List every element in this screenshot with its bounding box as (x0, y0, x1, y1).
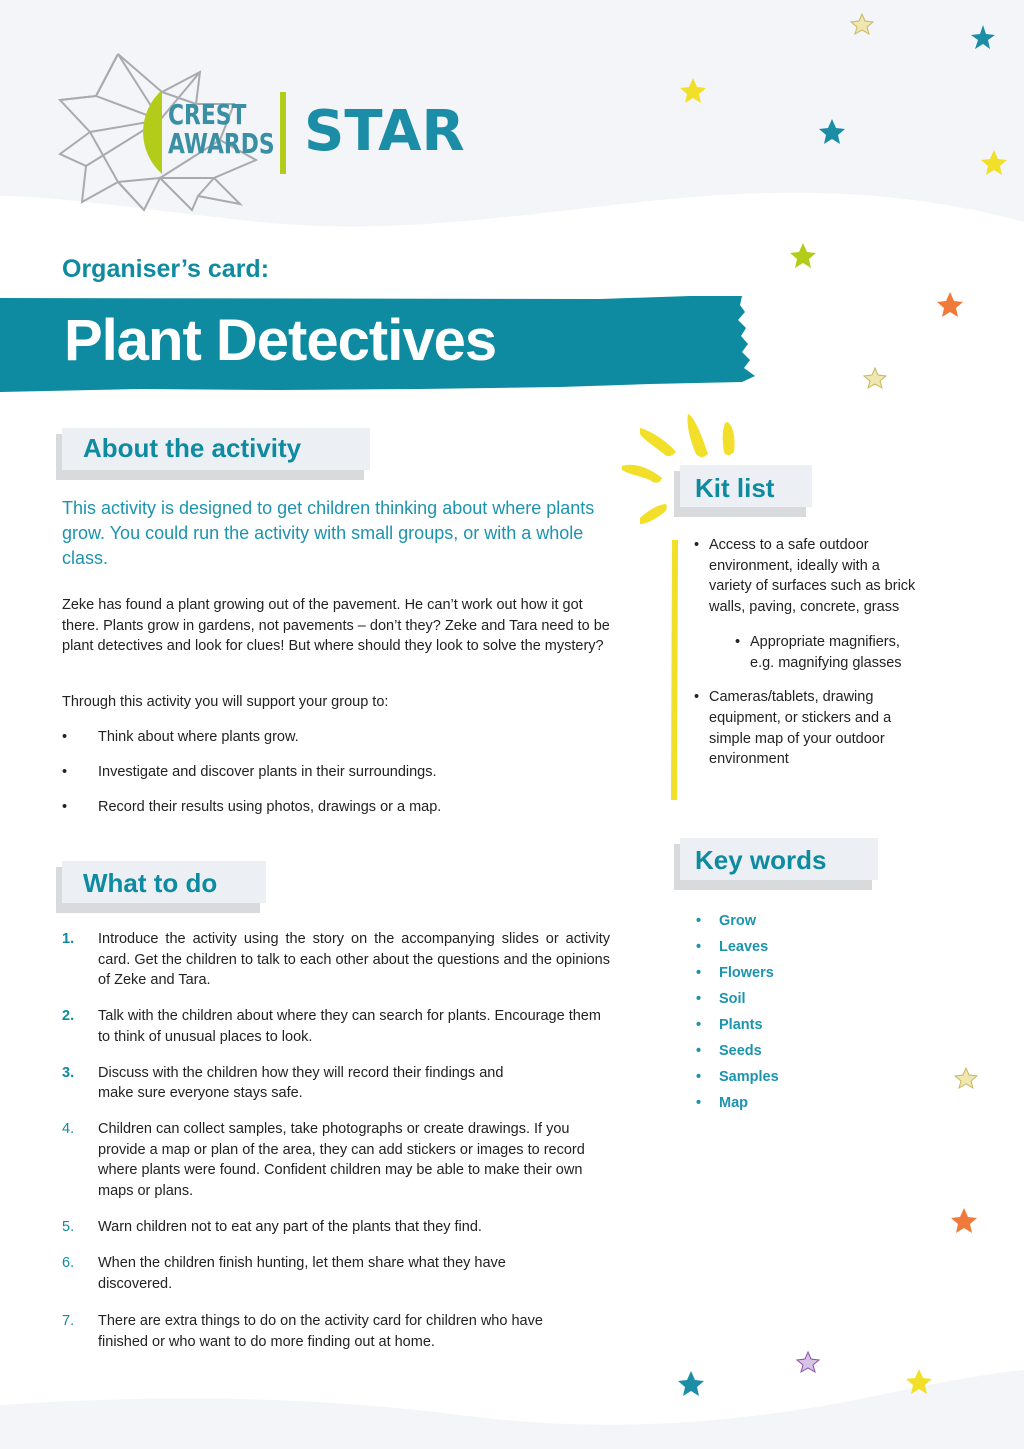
bullet-icon: • (694, 689, 700, 706)
kit-list (694, 535, 924, 784)
list-item: 7. There are extra things to do on the activity card for children who have finished or who want to do more finding out at home. (62, 1312, 543, 1350)
bullet-icon: • (62, 729, 68, 745)
key-words-heading: Key words (695, 845, 827, 875)
crest-logo-line1: CREST (168, 98, 247, 131)
list-item: • Appropriate magnifiers, e.g. magnifying glasses (735, 633, 902, 671)
step-number: 3. (62, 1064, 75, 1081)
bullet-icon: • (694, 537, 700, 553)
bullet-icon: • (62, 799, 68, 815)
bullet-icon: • (696, 939, 702, 955)
list-item: 1. Introduce the activity using the story on the accompanying slides or activity card. Get the children to talk to each other about the questions and the opinions of Zeke and Tara. (62, 931, 610, 989)
bullet-icon: • (62, 764, 68, 780)
list-item: 3. Discuss with the children how they will record their findings and make sure everyone stays safe. (62, 1064, 504, 1102)
bullet-icon: • (696, 991, 702, 1007)
star-icon (951, 1208, 977, 1233)
list-item: • Record their results using photos, drawings or a map. (62, 799, 442, 815)
kit-list-heading: Kit list (695, 473, 775, 503)
list-item: • Think about where plants grow. (62, 729, 299, 745)
list-item: • Plants (696, 1017, 763, 1033)
step-number: 1. (62, 931, 75, 947)
list-item: 6. When the children finish hunting, let them share what they have discovered. (62, 1255, 506, 1293)
bullet-icon: • (696, 1095, 702, 1111)
page-title: Plant Detectives (64, 308, 497, 373)
bullet-icon: • (735, 633, 741, 650)
list-item: 4. Children can collect samples, take photographs or create drawings. If you provide a map or plan of the area, they can add stickers or images to record where plants were found. Confident children may be able to make their own maps or plans. (62, 1120, 585, 1200)
step-number: 4. (62, 1120, 75, 1137)
about-intro: This activity is designed to get children thinking about where plants grow. You could run the activity with small groups, or with a whole class. (62, 498, 595, 568)
about-heading: About the activity (83, 433, 302, 463)
footer-wave (0, 1370, 1024, 1449)
star-icon (864, 368, 886, 388)
bullet-icon: • (696, 1043, 702, 1059)
crest-logo-line2: AWARDS (168, 127, 275, 160)
list-item: • Cameras/tablets, drawing equipment, or stickers and a simple map of your outdoor environment (694, 689, 892, 768)
list-item: 2. Talk with the children about where they can search for plants. Encourage them to think of unusual places to look. (62, 1008, 601, 1045)
bullet-icon: • (696, 965, 702, 981)
step-number: 7. (62, 1312, 75, 1329)
star-icon (790, 243, 816, 268)
bullet-icon: • (696, 913, 702, 929)
key-words-list (696, 911, 779, 1119)
steps-list (62, 929, 610, 1367)
kit-yellow-line (671, 540, 678, 800)
support-bullets (62, 727, 441, 832)
step-number: 2. (62, 1008, 75, 1025)
step-number: 6. (62, 1255, 75, 1272)
star-logo: STAR (304, 99, 465, 164)
star-icon (797, 1352, 819, 1372)
bullet-icon: • (696, 1069, 702, 1085)
list-item: • Seeds (696, 1043, 762, 1059)
support-intro: Through this activity you will support your group to: (62, 694, 389, 710)
step-number: 5. (62, 1218, 75, 1235)
star-icon (678, 1371, 704, 1396)
list-item: • Investigate and discover plants in their surroundings. (62, 764, 437, 780)
crest-awards-logo (168, 100, 275, 158)
star-icon (937, 292, 963, 317)
logo-divider (280, 92, 286, 174)
list-item: • Soil (696, 991, 746, 1007)
card-subtitle: Organiser’s card: (62, 255, 270, 283)
list-item: 5. Warn children not to eat any part of the plants that they find. (62, 1217, 610, 1238)
list-item: • Flowers (696, 965, 774, 981)
list-item: • Grow (696, 913, 757, 929)
list-item: • Leaves (696, 939, 769, 955)
bullet-icon: • (696, 1017, 702, 1033)
list-item: • Samples (696, 1069, 779, 1085)
star-icon (955, 1068, 977, 1088)
list-item: • Access to a safe outdoor environment, ideally with a variety of surfaces such as brick walls, paving, concrete, grass (694, 537, 916, 616)
list-item: • Map (696, 1095, 748, 1111)
about-story: Zeke has found a plant growing out of the pavement. He can’t work out how it got there. Plants grow in gardens, not pavements – don’t they? Zeke and Tara need to be plant detectives and look for clues! But where should they look to solve the mystery? (62, 597, 610, 655)
what-to-do-heading: What to do (83, 868, 218, 898)
